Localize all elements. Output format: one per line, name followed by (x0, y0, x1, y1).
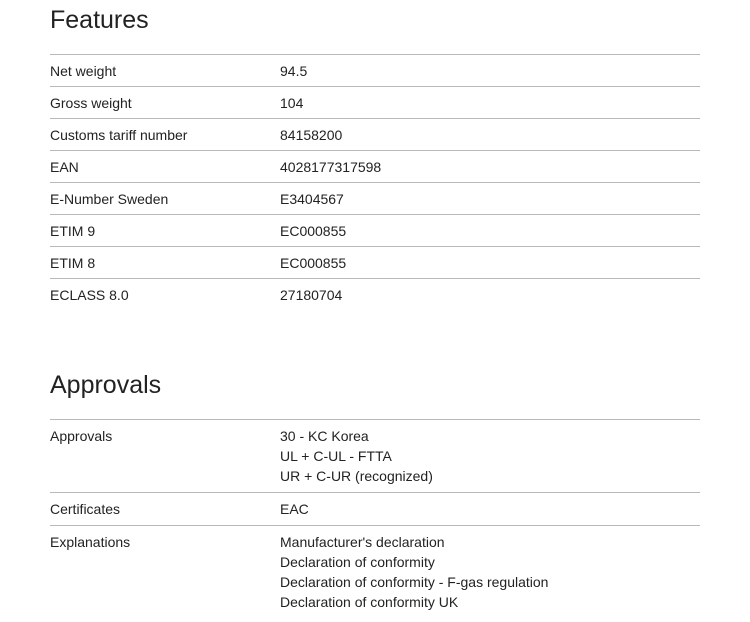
row-label: Approvals (50, 428, 113, 444)
row-value: 4028177317598 (280, 158, 382, 175)
row-value: EC000855 (280, 254, 347, 271)
approval-item: 30 - KC Korea (280, 428, 369, 444)
approval-item: UR + C-UR (recognized) (280, 468, 433, 484)
row-value: 84158200 (280, 126, 343, 143)
row-label: ETIM 9 (50, 222, 96, 239)
table-row (50, 279, 700, 310)
row-value-list (280, 532, 700, 612)
features-table (50, 54, 700, 310)
table-row (50, 119, 700, 151)
row-value: E3404567 (280, 190, 344, 207)
row-value: EC000855 (280, 222, 347, 239)
row-value-list (280, 426, 700, 486)
table-row (50, 247, 700, 279)
row-label: Certificates (50, 501, 121, 517)
table-row (50, 55, 700, 87)
table-row (50, 183, 700, 215)
approvals-heading: Approvals (50, 371, 162, 399)
row-value: 104 (280, 94, 304, 111)
certificate-item: EAC (280, 501, 309, 517)
table-row (50, 420, 700, 493)
table-row (50, 87, 700, 119)
table-row (50, 151, 700, 183)
table-row (50, 493, 700, 526)
row-value: 94.5 (280, 62, 308, 79)
row-label: E-Number Sweden (50, 190, 169, 207)
row-label: ECLASS 8.0 (50, 286, 129, 303)
table-row (50, 526, 700, 618)
row-value-list (280, 499, 700, 519)
explanation-item: Declaration of conformity - F-gas regulation (280, 574, 549, 590)
row-label: Explanations (50, 534, 131, 550)
row-label: ETIM 8 (50, 254, 96, 271)
explanation-item: Manufacturer's declaration (280, 534, 445, 550)
features-heading: Features (50, 6, 149, 34)
row-label: Net weight (50, 62, 117, 79)
approval-item: UL + C-UL - FTTA (280, 448, 392, 464)
table-row (50, 215, 700, 247)
approvals-table (50, 419, 700, 618)
row-label: EAN (50, 158, 79, 175)
row-label: Customs tariff number (50, 126, 188, 143)
explanation-item: Declaration of conformity (280, 554, 435, 570)
explanation-item: Declaration of conformity UK (280, 594, 459, 610)
row-value: 27180704 (280, 286, 343, 303)
row-label: Gross weight (50, 94, 132, 111)
